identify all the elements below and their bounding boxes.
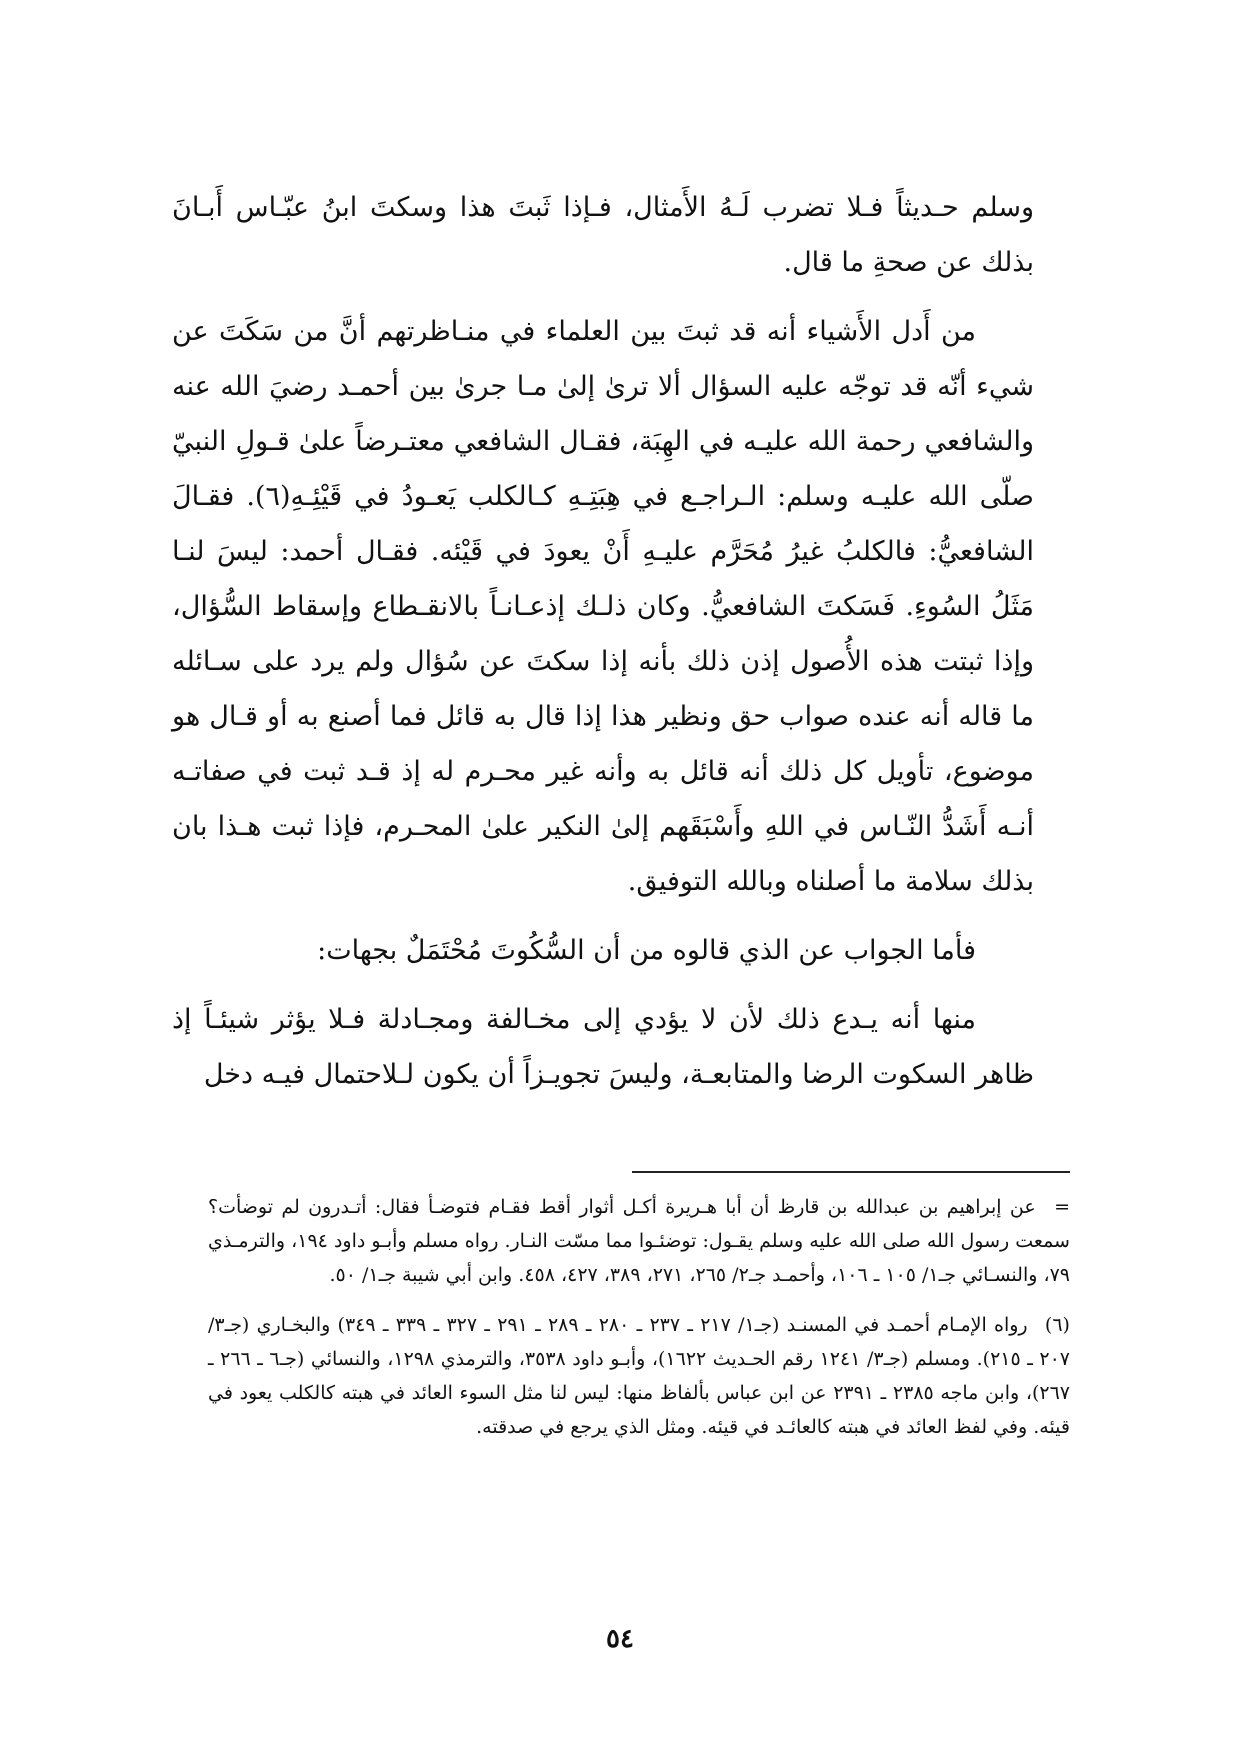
footnote-6 [208, 1308, 1070, 1444]
footnote-text: عن إبراهيم بن عبدالله بن قارظ أن أبا هـريرة أكـل أثوار أقط فقـام فتوضـأ فقال: أتـدرون لم توضأت؟ سمعت رسول الله صلى الله عليه وسلم يقـول: توضئـوا مما مسّت النـار. رواه مسلم وأبـو داود ١٩٤، والترمـذي ٧٩، والنسـائي جـ١/ ١٠٥ ـ ١٠٦، وأحمـد جـ٢/ ٢٦٥، ٢٧١، ٣٨٩، ٤٢٧، ٤٥٨. وابن أبي شيبة جـ١/ ٥٠. [208, 1196, 1070, 1286]
main-text [172, 180, 1034, 1116]
paragraph-answer-heading: فأما الجواب عن الذي قالوه من أن السُّكُوتَ مُحْتَمَلٌ بجهات: [317, 935, 976, 966]
footnote-text: رواه الإمـام أحمـد في المسنـد (جـ١/ ٢١٧ ـ ٢٣٧ ـ ٢٨٠ ـ ٢٨٩ ـ ٢٩١ ـ ٣٢٧ ـ ٣٣٩ ـ ٣٤٩) والبخـاري (جـ٣/ ٢٠٧ ـ ٢١٥). ومسلم (جـ٣/ ١٢٤١ رقم الحـديث ١٦٢٢)، وأبـو داود ٣٥٣٨، والترمذي ١٢٩٨، والنسائي (جـ٦ ـ ٢٦٦ ـ ٢٦٧)، وابن ماجه ٢٣٨٥ ـ ٢٣٩١ عن ابن عباس بألفاظ منها: ليس لنا مثل السوء العائد في هبته كالكلب يعود في قيئه. وفي لفظ العائد في هبته كالعائـد في قيئه. ومثل الذي يرجع في صدقته. [208, 1314, 1070, 1438]
paragraph-argument: من أَدل الأَشياء أنه قد ثبتَ بين العلماء في منـاظرتهم أنَّ من سَكَتَ عن شيء أنّه قد توجّه عليه السؤال ألا ترىٰ إلىٰ مـا جرىٰ بين أحمـد رضيَ الله عنه والشافعي رحمة الله عليـه في الهِبَة، فقـال الشافعي معتـرضاً علىٰ قـولِ النبيّ صلّى الله عليـه وسلم: الـراجـع في هِبَتِـهِ كـالكلب يَعـودُ في قَيْئِـهِ(٦). فقـالَ الشافعيُّ: فالكلبُ غيرُ مُحَرَّم عليـهِ أَنْ يعودَ في قَيْئه. فقـال أحمد: ليسَ لنـا مَثَلُ السُوءِ. فَسَكتَ الشافعيُّ. وكان ذلـك إذعـانـاً بالانقـطاع وإسقاط السُّؤال، وإذا ثبتت هذه الأُصول إذن ذلك بأنه إذا سكتَ عن سُؤال ولم يرد على سـائله ما قاله أنه عنده صواب حق ونظير هذا إذا قال به قائل فما أصنع به أو قـال هو موضوع، تأويل كل ذلك أنه قائل به وأنه غير محـرم له إذ قـد ثبت في صفاتـه أنـه أَشَدُّ النّـاس في اللهِ وأَسْبَقَهم إلىٰ النكير علىٰ المحـرم، فإذا ثبت هـذا بان بذلك سلامة ما أصلناه وبالله التوفيق. [172, 316, 1034, 897]
footnote-continued [208, 1190, 1070, 1292]
footnote-separator [632, 1171, 1070, 1173]
paragraph-continuation: وسلم حـديثاً فـلا تضرب لَـهُ الأَمثال، فـإذا ثَبتَ هذا وسكتَ ابنُ عبّـاس أَبـانَ بذلك عن صحةِ ما قال. [172, 192, 1034, 278]
page-number: ٥٤ [606, 1624, 634, 1654]
paragraph-first-reason: منها أنه يـدع ذلك لأن لا يؤدي إلى مخـالفة ومجـادلة فـلا يؤثر شيئـاً إذ ظاهر السكوت الرضا والمتابعـة، وليسَ تجويـزاً أن يكون لـلاحتمال فيـه دخل [172, 1004, 1034, 1090]
footnote-marker: (٦) [1044, 1314, 1070, 1336]
footnote-marker: = [1054, 1196, 1070, 1218]
footnotes [208, 1190, 1070, 1460]
